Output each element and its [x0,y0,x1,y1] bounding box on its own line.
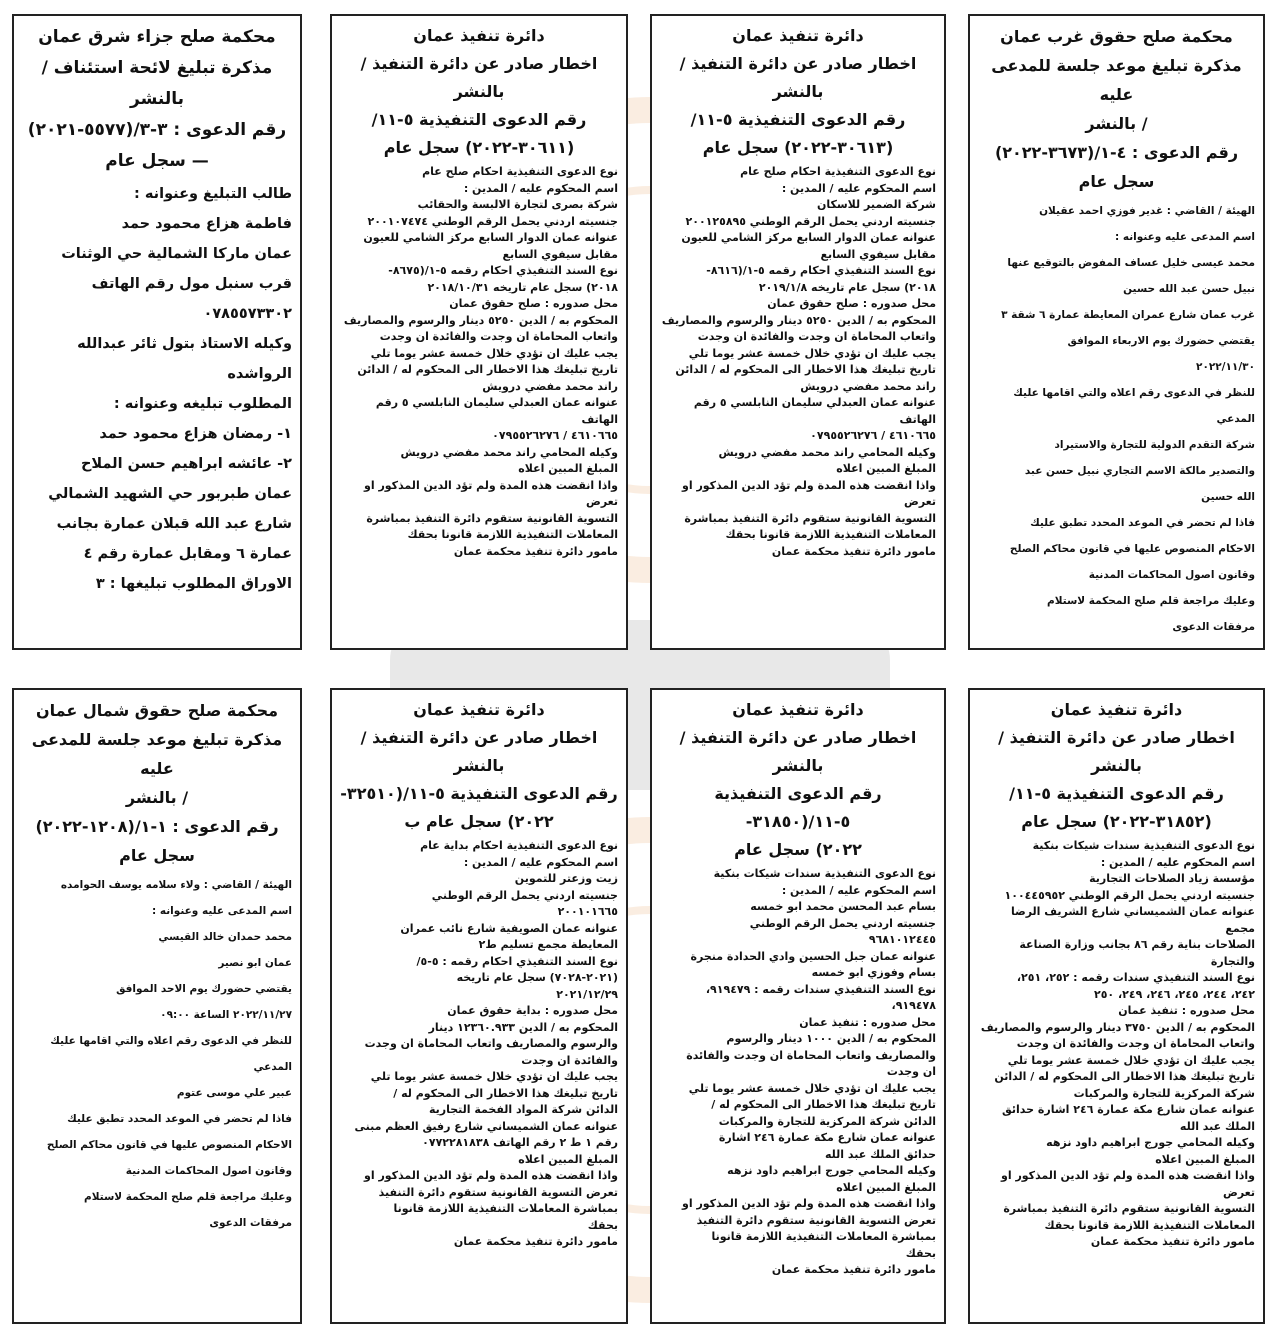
notice-west-amman-court [968,14,1265,650]
notice-line: والتجارة [1210,954,1255,968]
notice-line: عنوانه عمان الشميساني شارع رفيق العظم مبنى [354,1119,618,1133]
notice-heading-line: رقم الدعوى التنفيذية ٥-١١/ [690,110,906,129]
notice-body [22,872,292,1236]
notice-line: واتعاب المحاماة ان وجدت والفائدة ان وجدت [1016,1037,1255,1050]
notice-body [22,179,292,599]
notice-line: المحكوم به / الدين ٥٢٥٠ دينار والرسوم والمصاريف [661,313,936,327]
notice-body [340,838,618,1251]
notice-heading-line: سجل عام [1078,172,1155,191]
notice-line: الدائن شركة المواد الفخمة التجارية [428,1103,618,1116]
notice-heading-line: رقم الدعوى : ٣-٣/(٥٥٧٧-٢٠٢١) [27,120,287,140]
notice-heading-line: رقم الدعوى التنفيذية ٥-١١/(٣٢٥١٠- [340,784,618,803]
notice-line: واتعاب المحاماة ان وجدت والفائدة ان وجدت [379,330,618,343]
notice-line: محل صدوره : تنفيذ عمان [1118,1004,1255,1017]
notice-heading-line: محكمة صلح حقوق غرب عمان [1000,27,1233,46]
notice-line: التسوية القانونية ستقوم دائرة التنفيذ بمباشرة [684,511,936,525]
notice-line: وعليك مراجعة قلم صلح المحكمة لاستلام [84,1191,292,1203]
notice-line: ٢٠٢٢/١١/٣٠ [1196,361,1255,373]
notice-line: حدائق الملك عبد الله [824,1147,936,1161]
notice-line: نوع السند التنفيذي سندات رقمه : ٩١٩٤٧٩، [705,982,936,996]
notice-heading-line: دائرة تنفيذ عمان [732,700,864,719]
notice-signature: مامور دائرة تنفيذ محكمة عمان [771,1263,936,1276]
notice-amman-execution-30613 [650,14,946,650]
notice-line: والفائدة ان وجدت [521,1053,618,1067]
notice-line: عنوانه عمان شارع مكة عمارة ٢٤٦ اشارة حدائق [1001,1103,1255,1116]
notice-line: تاريخ تبليغك هذا الاخطار الى المحكوم له / [711,1098,936,1111]
notice-signature: مامور دائرة تنفيذ محكمة عمان [771,544,936,558]
notice-line: المحكوم به / الدين ٣٧٥٠ دينار والرسوم والمصاريف [980,1020,1255,1034]
notice-line: ٠٧٨٥٥٧٣٣٠٢ [203,306,292,322]
notice-heading-line: اخطار صادر عن دائرة التنفيذ / بالنشر [998,728,1235,775]
notice-line: واذا انقضت هذه المدة ولم تؤد الدين المذكور او تعرض [364,478,618,508]
notice-line: تاريخ تبليغك هذا الاخطار الى المحكوم له / الدائن [994,1070,1255,1083]
notice-line: اسم المدعى عليه وعنوانه : [151,905,292,917]
notice-line: وقانون اصول المحاكمات المدنية [125,1165,292,1177]
notice-line: مقابل سيفوي السابع [502,247,618,261]
notice-line: وكيله المحامي راند محمد مفضي درويش [718,445,936,459]
notice-line: ٢- عائشه ابراهيم حسن الملاح [80,456,292,472]
notice-line: ٢٠١٨) سجل عام تاريخه ٢٠١٨/١٠/٣١ [427,280,618,294]
notice-heading-line: (٣١٨٥٢-٢٠٢٢) سجل عام [1021,812,1212,831]
notice-line: وكيله المحامي جورج ابراهيم داود نزهه [727,1164,936,1177]
notice-heading-line: (٣٠٦١١-٢٠٢٢) سجل عام [383,138,575,157]
notice-line: اسم المحكوم عليه / المدين : [463,181,618,195]
notice-line: شركة الضمير للاسكان [816,198,936,211]
notice-heading-line: اخطار صادر عن دائرة التنفيذ / بالنشر [679,54,917,101]
notice-line: محل صدوره : بداية حقوق عمان [447,1004,618,1017]
notice-body [978,838,1255,1251]
notice-heading [978,22,1255,196]
notice-line: ٩١٩٤٧٨، [891,999,936,1012]
notice-line: عنوانه عمان شارع مكة عمارة ٢٤٦ اشارة [718,1131,936,1144]
notice-line: بسام عبد المحسن محمد ابو خمسه [750,900,936,913]
notice-line: المحكوم به / الدين ٥٢٥٠ دينار والرسوم والمصاريف [343,313,618,327]
notice-heading-line: سجل عام [119,846,195,865]
notice-line: وكيله المحامي جورج ابراهيم داود نزهه [1046,1136,1255,1149]
notice-line: فاطمة هزاع محمود حمد [121,216,292,232]
notice-line: راند محمد مفضي درويش [482,379,618,393]
notice-heading-line: / بالنشر [1085,114,1148,133]
notice-line: الاحكام المنصوص عليها في قانون محاكم الصلح [46,1139,292,1151]
notice-line: قرب سنبل مول رقم الهاتف [91,276,292,292]
notice-line: ٤٦١٠٦٦٥ / ٠٧٩٥٥٢٦٢٧٦ [810,429,936,442]
notice-line: اسم المحكوم عليه / المدين : [463,855,618,869]
notice-body [340,164,618,560]
notice-line: ٢٠٢١/١٢/٢٩ [556,987,618,1001]
notice-line: اسم المدعى عليه وعنوانه : [1114,231,1255,243]
notice-heading-line: رقم الدعوى التنفيذية ٥-١١/(٣١٨٥٠- [714,784,882,831]
notice-line: زيت وزعتر للتموين [514,872,618,885]
notice-line: وكيله المحامي راند محمد مفضي درويش [400,445,618,459]
notice-heading-line: رقم الدعوى التنفيذية ٥-١١/ [371,110,587,129]
notice-line: عنوانه عمان الدوار السابع مركز الشامي للعيون [363,231,618,244]
notice-line: يجب عليك ان تؤدي خلال خمسة عشر يوما تلي [688,346,936,360]
notice-line: بمباشرة المعاملات التنفيذية اللازمة قانونا [393,1202,618,1215]
notice-heading-line: دائرة تنفيذ عمان [413,700,545,719]
notice-line: المبلغ المبين اعلاه [836,1180,936,1194]
notice-line: الاحكام المنصوص عليها في قانون محاكم الصلح [1009,543,1255,555]
notice-line: محمد حمدان خالد القيسي [158,931,292,943]
notice-heading-line: دائرة تنفيذ عمان [1050,700,1183,719]
notice-signature: مامور دائرة تنفيذ محكمة عمان [1090,1235,1255,1248]
notice-line: شركة التقدم الدولية للتجارة والاستيراد [1054,439,1255,451]
notice-line: عمان طبربور حي الشهيد الشمالي [48,486,292,502]
notice-line: الصلاحات بناية رقم ٨٦ بجانب وزارة الصناعة [1019,938,1255,951]
notice-line: راند محمد مفضي درويش [800,379,936,393]
notice-line: طالب التبليغ وعنوانه : [134,186,292,202]
notice-line: بحقك [905,1246,936,1260]
notice-line: يجب عليك ان تؤدي خلال خمسة عشر يوما تلي [370,1070,618,1083]
notice-line: للنظر في الدعوى رقم اعلاه والتي اقامها عليك [1013,387,1255,399]
notice-heading [340,696,618,836]
notice-signature: مامور دائرة تنفيذ محكمة عمان [453,1235,618,1248]
notice-line: نبيل حسن عبد الله حسين [1123,283,1255,295]
notice-heading-line: اخطار صادر عن دائرة التنفيذ / بالنشر [360,728,598,775]
notice-line: ٩٦٨١٠١٢٤٤٥ [868,933,936,946]
notice-line: يجب عليك ان تؤدي خلال خمسة عشر يوما تلي [370,346,618,360]
notice-heading-line: رقم الدعوى : ٤-١/(٣٦٧٣-٢٠٢٢) [994,143,1239,162]
notice-line: عنوانه عمان جبل الحسين وادي الحدادة منجرة [690,949,936,963]
notice-line: مؤسسة زياد الصلاحات التجارية [1089,872,1255,885]
notice-line: المعاملات التنفيذية اللازمة قانونا بحقك [407,528,618,541]
notice-line: عمان ماركا الشمالية حي الوثنات [61,246,292,262]
notice-line: (٢٠٢١-٧٠٢٨) سجل عام تاريخه [456,971,618,984]
notice-heading-line: مذكرة تبليغ موعد جلسة للمدعى عليه [991,56,1242,104]
notice-line: اسم المحكوم عليه / المدين : [1100,855,1255,869]
notice-line: الدائن شركة المركزية للتجارة والمركبات [718,1114,936,1128]
notice-heading [340,22,618,162]
notice-heading [22,22,292,177]
notice-line: التسوية القانونية ستقوم دائرة التنفيذ بمباشرة [366,511,618,525]
notice-line: التسوية القانونية ستقوم دائرة التنفيذ بمباشرة [1003,1202,1255,1215]
notice-line: المبلغ المبين اعلاه [836,462,936,475]
notice-line: بحقك [587,1218,618,1232]
notice-line: فاذا لم تحضر في الموعد المحدد تطبق عليك [1030,517,1255,529]
notice-line: المبلغ المبين اعلاه [518,462,618,475]
notice-north-amman-court [12,688,302,1324]
notice-line: عنوانه عمان الصويفية شارع نائب عمران [400,921,618,935]
notice-line: تعرض التسوية القانونية ستقوم دائرة التنفيذ [696,1213,936,1227]
notice-line: للنظر في الدعوى رقم اعلاه والتي اقامها عليك [50,1035,292,1047]
notice-line: تاريخ تبليغك هذا الاخطار الى المحكوم له / الدائن [357,363,618,376]
notice-line: تاريخ تبليغك هذا الاخطار الى المحكوم له / الدائن [675,363,936,376]
notice-line: المعاملات التنفيذية اللازمة قانونا بحقك [725,528,936,541]
notice-line: عنوانه عمان العبدلي سليمان النابلسي ٥ رقم الهاتف [693,396,936,426]
notice-heading-line: اخطار صادر عن دائرة التنفيذ / بالنشر [360,54,598,101]
notice-line: بسام وفوزي ابو خمسه [811,966,936,979]
notice-line: المدعي [253,1061,292,1073]
notice-line: المطلوب تبليغه وعنوانه : [113,396,292,412]
notice-line: الهيئة / القاضي : غدير فوزي احمد عقيلان [1039,205,1255,217]
notice-heading-line: محكمة صلح حقوق شمال عمان [35,701,279,720]
notice-line: تعرض التسوية القانونية ستقوم دائرة التنفيذ [378,1185,618,1199]
notice-line: محل صدوره : صلح حقوق عمان [449,297,618,310]
notice-line: عمارة ٦ ومقابل عمارة رقم ٤ [83,546,292,562]
notice-heading [660,696,936,864]
notice-line: يقتضي حضورك يوم الاربعاء الموافق [1067,335,1255,347]
notice-line: محل صدوره : صلح حقوق عمان [767,297,936,310]
notice-line: ٢٠١٨) سجل عام تاريخه ٢٠١٩/١/٨ [758,280,936,294]
notice-line: بمباشرة المعاملات التنفيذية اللازمة قانونا [711,1230,936,1243]
notice-line: الرواشده [227,366,292,382]
notice-line: المبلغ المبين اعلاه [1155,1152,1255,1166]
notice-line: جنسيته اردني يحمل الرقم الوطني ٢٠٠١٠٧٤٧٤ [367,214,618,228]
notice-heading-line: ٢٠٢٢) سجل عام ب [404,812,554,831]
notice-line: محل صدوره : تنفيذ عمان [799,1015,936,1029]
notice-line: نوع الدعوى التنفيذية احكام صلح عام [740,165,936,178]
notice-line: والرسوم والمصاريف واتعاب المحاماة ان وجدت [364,1037,618,1050]
notice-line: الهيئة / القاضي : ولاء سلامه يوسف الحوامده [60,879,292,891]
notice-amman-execution-32510 [330,688,628,1324]
notice-heading-line: رقم الدعوى : ١-١/(١٢٠٨-٢٠٢٢) [35,817,279,836]
notice-heading-line: مذكرة تبليغ موعد جلسة للمدعى عليه [31,730,283,778]
notice-line: ٢٠٢٢/١١/٢٧ الساعة ٠٩:٠٠ [160,1009,292,1021]
notice-body [660,866,936,1279]
notice-line: مرفقات الدعوى [1172,621,1255,633]
notice-signature: مامور دائرة تنفيذ محكمة عمان [453,544,618,558]
notice-line: نوع الدعوى التنفيذية احكام صلح عام [422,165,618,178]
notice-line: تاريخ تبليغك هذا الاخطار الى المحكوم له / [393,1086,618,1100]
notice-line: واذا انقضت هذه المدة ولم تؤد الدين المذكور او تعرض [682,478,936,508]
notice-line: عنوانه عمان الشميساني شارع الشريف الرضا مجمع [1010,905,1255,935]
notice-line: الله حسين [1201,491,1255,503]
notice-line: عنوانه عمان الدوار السابع مركز الشامي للعيون [681,231,936,244]
notice-body [978,198,1255,640]
notice-line: نوع السند التنفيذي احكام رقمه ٥-١/(٨٦٧٥- [388,264,618,277]
notice-line: ٢٤٢، ٢٤٤، ٢٤٥، ٢٤٦، ٢٤٩، ٢٥٠ [1093,987,1255,1001]
notice-line: عبير علي موسى عتوم [176,1087,292,1099]
notice-line: الملك عبد الله [1179,1119,1255,1133]
notice-amman-execution-31850 [650,688,946,1324]
notice-heading [22,696,292,870]
notice-line: جنسيته اردني يحمل الرقم الوطني ١٠٠٤٤٥٩٥٢ [1004,888,1255,902]
notice-line: المحكوم به / الدين ١٢٣٦٠.٩٣٣ دينار [428,1020,618,1034]
notice-line: جنسيته اردني يحمل الرقم الوطني [431,888,618,902]
notice-line: يجب عليك ان تؤدي خلال خمسة عشر يوما تلي [688,1081,936,1095]
notice-line: واذا انقضت هذه المدة ولم تؤد الدين المذكور او [364,1169,618,1182]
notice-heading-line: دائرة تنفيذ عمان [732,26,864,45]
notice-line: نوع الدعوى التنفيذية سندات شيكات بنكية [713,867,936,880]
notice-heading-line: / بالنشر [125,788,189,807]
notice-east-amman-criminal-court [12,14,302,650]
notice-line: نوع الدعوى التنفيذية سندات شيكات بنكية [1032,839,1255,852]
notice-line: ١- رمضان هزاع محمود حمد [99,426,292,442]
notice-heading-line: مذكرة تبليغ لائحة استئناف /بالنشر [41,58,273,109]
notice-line: والمصاريف واتعاب المحاماة ان وجدت والفائدة [686,1048,936,1062]
notice-amman-execution-31852 [968,688,1265,1324]
notice-line: وكيله الاستاذ بتول ثائر عبدالله [77,336,292,352]
notice-line: اسم المحكوم عليه / المدين : [781,883,936,897]
notice-line: يقتضي حضورك يوم الاحد الموافق [116,983,292,995]
notice-line: نوع الدعوى التنفيذية احكام بداية عام [420,839,618,852]
notice-line: الاوراق المطلوب تبليغها : ٣ [95,576,292,592]
notice-line: شارع عبد الله قبلان عمارة بجانب [56,516,292,532]
notice-heading [978,696,1255,836]
notice-line: نوع السند التنفيذي سندات رقمه : ٢٥٢، ٢٥١، [1016,971,1255,984]
notice-line: ٢٠٠١٠١٦٦٥ [557,905,618,918]
notice-line: عنوانه عمان العبدلي سليمان النابلسي ٥ رقم الهاتف [375,396,618,426]
notice-line: المعاملات التنفيذية اللازمة قانونا بحقك [1044,1218,1255,1232]
notice-line: المبلغ المبين اعلاه [518,1152,618,1166]
notice-line: واذا انقضت هذه المدة ولم تؤد الدين المذكور او [682,1197,936,1210]
notice-line: ٤٦١٠٦٦٥ / ٠٧٩٥٥٢٦٢٧٦ [492,429,618,442]
notice-line: ان وجدت [886,1065,936,1078]
notice-line: جنسيته اردني يحمل الرقم الوطني ٢٠٠١٢٥٨٩٥ [685,214,936,228]
notice-line: المحكوم به / الدين ١٠٠٠ دينار والرسوم [726,1032,936,1045]
notice-heading-line: (٣٠٦١٣-٢٠٢٢) سجل عام [702,138,894,157]
notice-line: عمان ابو نصير [218,957,292,969]
notice-heading-line: دائرة تنفيذ عمان [413,26,545,45]
notice-line: واذا انقضت هذه المدة ولم تؤد الدين المذكور او تعرض [1001,1169,1255,1199]
notice-line: مرفقات الدعوى [209,1217,292,1229]
notice-heading-line: رقم الدعوى التنفيذية ٥-١١/ [1009,784,1224,803]
notice-heading-line: — سجل عام [105,151,209,171]
notice-line: رقم ١ ط ٢ رقم الهاتف ٠٧٧٢٢٨١٨٣٨ [422,1136,618,1149]
notice-line: غرب عمان شارع عمران المعايطة عمارة ٦ شقة ٣ [1001,309,1255,321]
notice-line: وقانون اصول المحاكمات المدنية [1088,569,1255,581]
notice-line: والتصدير مالكة الاسم التجاري نبيل حسن عبد [1024,465,1255,477]
notice-body [660,164,936,560]
notice-heading [660,22,936,162]
notice-line: واتعاب المحاماة ان وجدت والفائدة ان وجدت [697,330,936,343]
notice-line: جنسيته اردني يحمل الرقم الوطني [749,916,936,930]
notice-line: شركة المركزية للتجارة والمركبات [1073,1086,1255,1100]
notice-line: شركة بصرى لتجارة الالبسة والحقائب [417,198,618,211]
notice-line: يجب عليك ان تؤدي خلال خمسة عشر يوما تلي [1007,1053,1255,1067]
notice-line: نوع السند التنفيذي احكام رقمه ٥-١/(٨٦١٦- [706,264,936,277]
notice-heading-line: محكمة صلح جزاء شرق عمان [38,27,276,47]
notice-line: نوع السند التنفيذي احكام رقمه : ٥-٥/ [416,954,618,968]
notice-heading-line: اخطار صادر عن دائرة التنفيذ / بالنشر [679,728,917,775]
notice-line: فاذا لم تحضر في الموعد المحدد تطبق عليك [67,1113,292,1125]
notice-line: اسم المحكوم عليه / المدين : [781,181,936,195]
notice-line: محمد عيسى خليل عساف المفوض بالتوقيع عنها [1007,257,1255,269]
notice-line: مقابل سيفوي السابع [820,247,936,261]
notice-line: المعايطة مجمع تسليم ط٢ [478,938,618,951]
notice-line: وعليك مراجعة قلم صلح المحكمة لاستلام [1047,595,1255,607]
notice-amman-execution-30611 [330,14,628,650]
notice-line: المدعي [1216,413,1255,425]
notice-heading-line: ٢٠٢٢) سجل عام [734,840,862,859]
